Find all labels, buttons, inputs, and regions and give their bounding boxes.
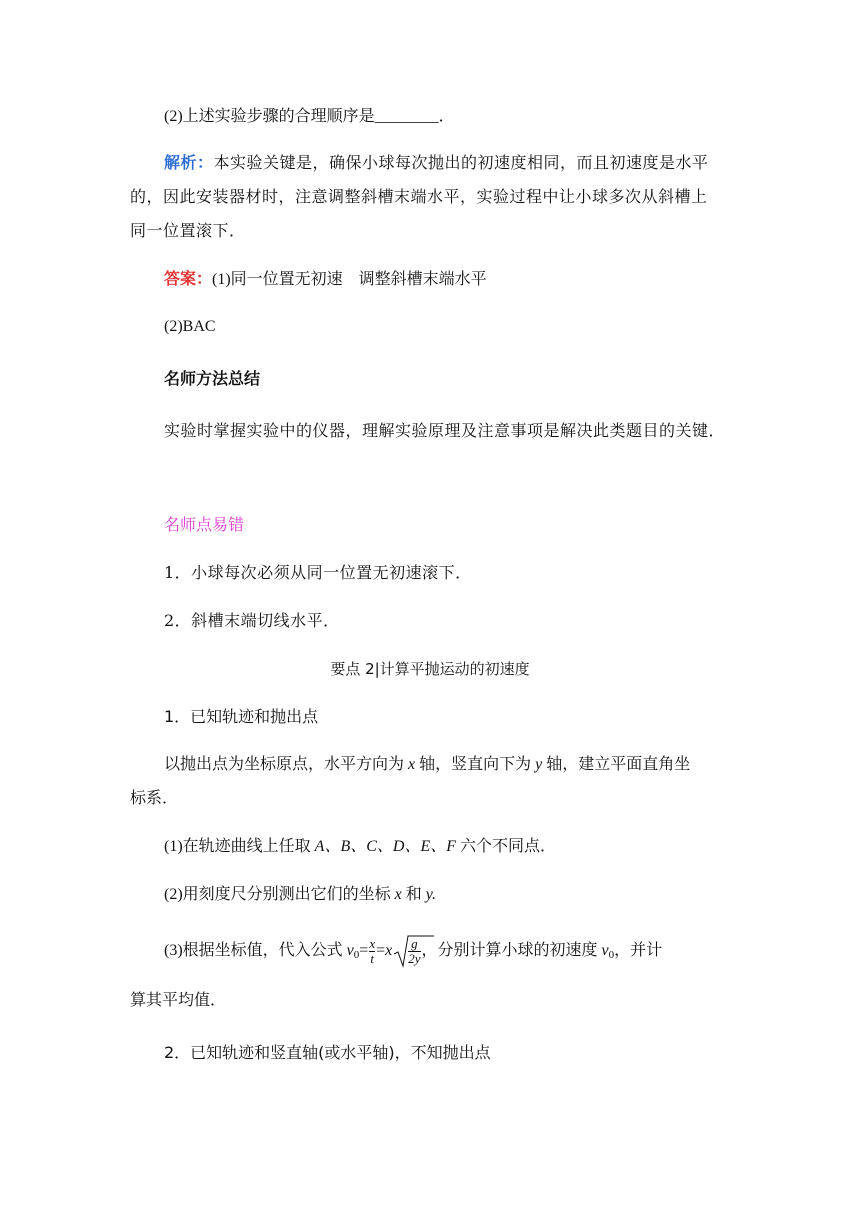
step-1-text-b: 六个不同点． — [460, 838, 557, 855]
step-2-text-b: 和 — [405, 886, 422, 903]
formula-v-subscript: 0 — [353, 949, 360, 961]
key-point-2-title: 要点 2|计算平抛运动的初速度 — [330, 660, 530, 678]
common-mistakes-title: 名师点易错 — [164, 515, 245, 534]
coord-text-c: 轴，建立平面直角坐 — [546, 756, 691, 773]
step-3-line-1 — [164, 936, 662, 970]
step-1-points: A、B、C、D、E、F — [314, 838, 456, 855]
analysis-label: 解析： — [164, 153, 214, 172]
method-summary-text: 实验时掌握实验中的仪器，理解实验原理及注意事项是解决此类题目的关键． — [164, 421, 726, 440]
known-trajectory-title: 1．已知轨迹和抛出点 — [164, 707, 319, 726]
formula-x: x — [385, 942, 393, 959]
initial-velocity-subscript: 0 — [608, 949, 615, 961]
step-3-text-c: ，并计 — [614, 942, 663, 959]
answer-line-2: (2)BAC — [164, 318, 216, 335]
sqrt-sign-icon — [394, 934, 434, 968]
analysis-line-2: 的，因此安装器材时，注意调整斜槽末端水平，实验过程中让小球多次从斜槽上 — [130, 187, 708, 206]
mistake-item-1: 1．小球每次必须从同一位置无初速滚下． — [164, 563, 472, 582]
formula-eq-1: = — [359, 942, 369, 959]
step-order-question: (2)上述实验步骤的合理顺序是________． — [164, 108, 455, 125]
coordinate-line-1 — [164, 754, 690, 776]
answer-line-1 — [164, 268, 487, 291]
analysis-line-3: 同一位置滚下． — [130, 221, 246, 240]
known-trajectory-axis-title: 2．已知轨迹和竖直轴(或水平轴)，不知抛出点 — [164, 1043, 491, 1062]
method-summary-title: 名师方法总结 — [164, 369, 261, 388]
fraction-numerator: x — [369, 935, 376, 951]
coord-x-var: x — [408, 756, 416, 773]
coord-y-var: y — [535, 756, 543, 773]
coordinate-line-2: 标系． — [130, 790, 179, 807]
coord-text-a: 以抛出点为坐标原点，水平方向为 — [164, 756, 405, 773]
fraction-denominator: t — [370, 950, 375, 966]
step-3-text-b: ，分别计算小球的初速度 — [421, 942, 598, 959]
step-2-y: y. — [425, 886, 437, 903]
formula-v: v — [346, 942, 354, 959]
answer-text-1: (1)同一位置无初速 调整斜槽末端水平 — [212, 271, 487, 288]
sqrt-denominator: 2y — [408, 951, 421, 967]
step-2-text-a: (2)用刻度尺分别测出它们的坐标 — [164, 886, 391, 903]
step-3-text-a: (3)根据坐标值，代入公式 — [164, 942, 343, 959]
coord-text-b: 轴，竖直向下为 — [419, 756, 532, 773]
step-3-line-2: 算其平均值． — [130, 992, 227, 1009]
analysis-line-1 — [164, 152, 709, 174]
sqrt-numerator: g — [411, 936, 418, 952]
formula-eq-2: = — [376, 942, 386, 959]
mistake-item-2: 2．斜槽末端切线水平． — [164, 611, 340, 630]
analysis-text-1: 本实验关键是，确保小球每次抛出的初速度相同，而且初速度是水平 — [213, 153, 709, 172]
step-2 — [164, 884, 436, 906]
initial-velocity-v: v — [601, 942, 609, 959]
step-1-text-a: (1)在轨迹曲线上任取 — [164, 838, 311, 855]
answer-label: 答案： — [164, 269, 213, 288]
step-2-x: x — [394, 886, 402, 903]
step-1 — [164, 836, 556, 858]
formula-sqrt — [394, 936, 421, 966]
formula-fraction-x-over-t — [369, 937, 375, 966]
